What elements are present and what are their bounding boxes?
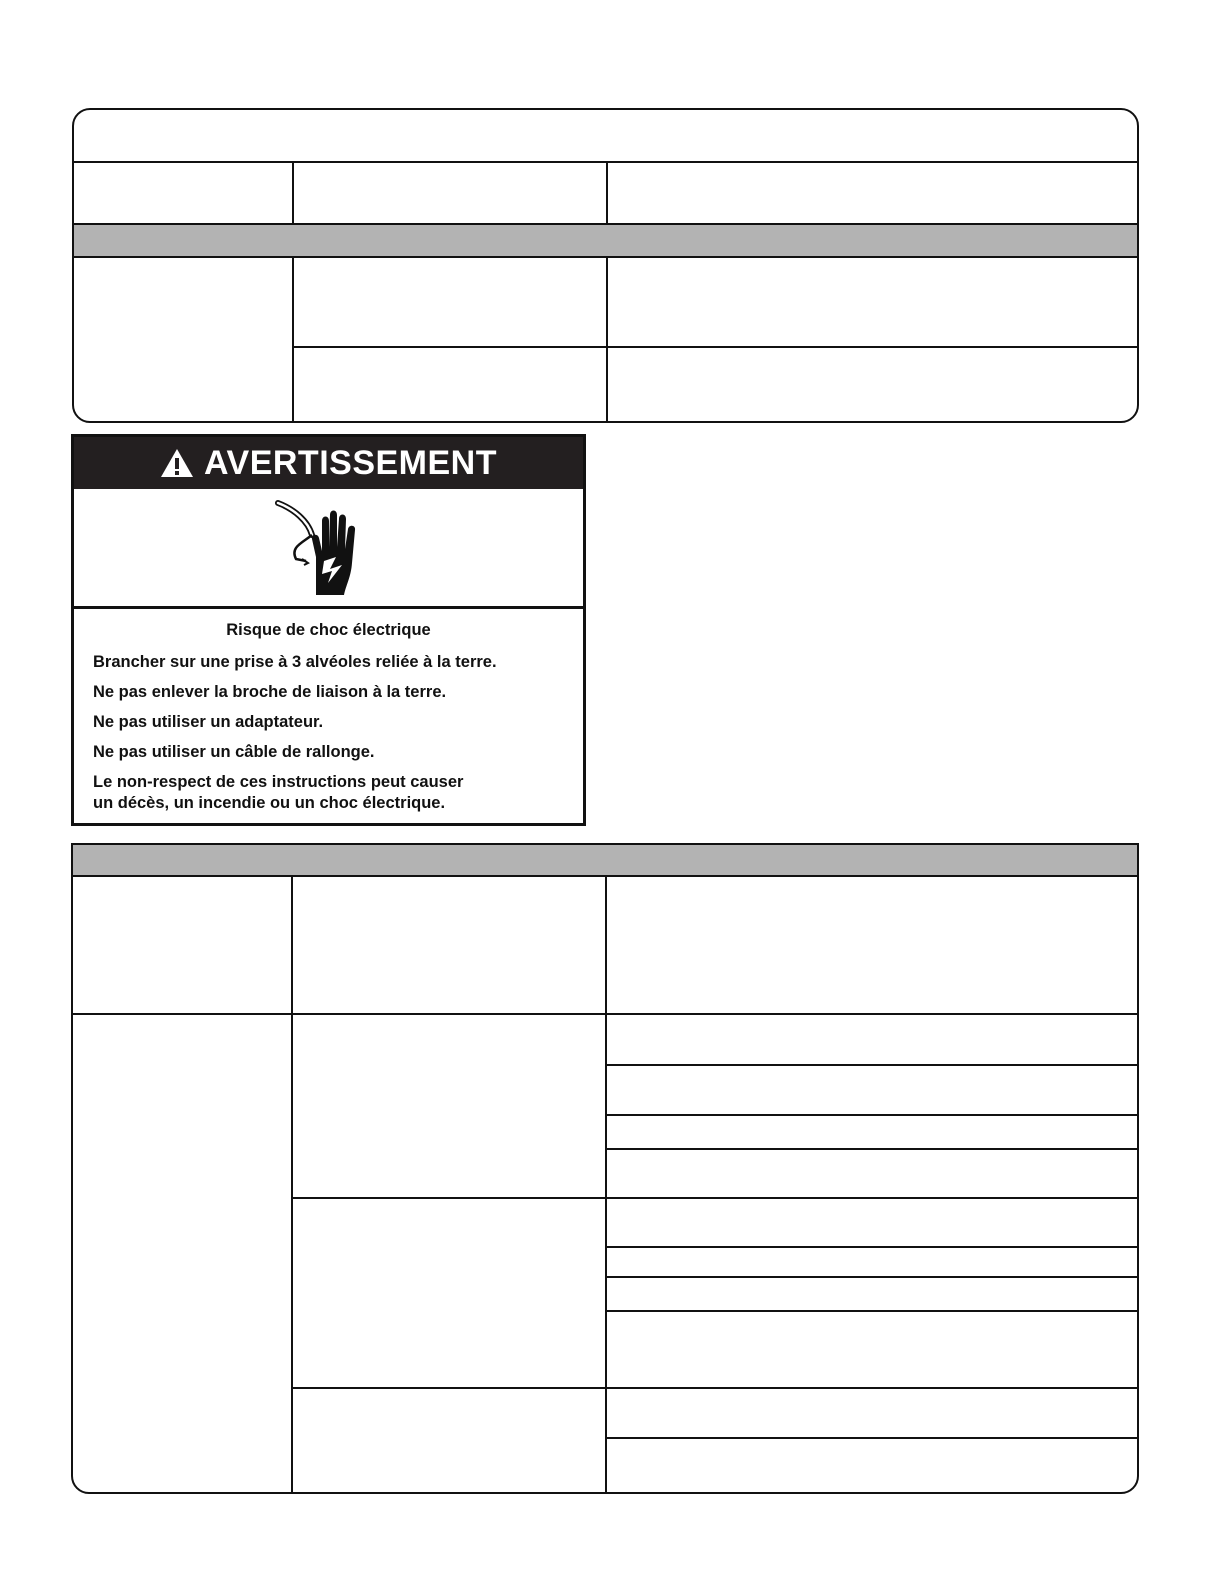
electric-shock-hand-icon bbox=[272, 499, 364, 597]
warning-subtitle: Risque de choc électrique bbox=[226, 621, 431, 639]
row-divider bbox=[605, 1148, 1137, 1150]
column-divider bbox=[606, 162, 608, 223]
column-divider bbox=[606, 256, 608, 421]
warning-line: Brancher sur une prise à 3 alvéoles reliée à la terre. bbox=[93, 653, 497, 671]
row-divider bbox=[605, 1114, 1137, 1116]
warning-line: Ne pas utiliser un câble de rallonge. bbox=[93, 743, 375, 761]
warning-line: un décès, un incendie ou un choc électrique. bbox=[93, 794, 446, 812]
warning-header bbox=[74, 437, 583, 489]
row-divider bbox=[291, 1387, 1137, 1389]
row-divider bbox=[292, 346, 1137, 348]
column-divider bbox=[292, 256, 294, 421]
row-divider bbox=[605, 1064, 1137, 1066]
section-band bbox=[74, 223, 1137, 258]
row-divider bbox=[605, 1276, 1137, 1278]
warning-body bbox=[74, 609, 583, 823]
row-divider bbox=[605, 1310, 1137, 1312]
warning-icon-area bbox=[74, 489, 583, 609]
row-divider bbox=[291, 1197, 1137, 1199]
row-divider bbox=[605, 1437, 1137, 1439]
warning-line: Le non-respect de ces instructions peut causer bbox=[93, 773, 464, 791]
warning-line: Ne pas enlever la broche de liaison à la terre. bbox=[93, 683, 447, 701]
warning-triangle-icon bbox=[160, 448, 194, 478]
warning-title: AVERTISSEMENT bbox=[203, 443, 497, 482]
row-divider bbox=[73, 1013, 1137, 1015]
troubleshooting-table-top bbox=[72, 108, 1139, 423]
column-divider bbox=[605, 877, 607, 1492]
row-divider bbox=[605, 1246, 1137, 1248]
troubleshooting-table-bottom bbox=[71, 843, 1139, 1494]
warning-line: Ne pas utiliser un adaptateur. bbox=[93, 713, 324, 731]
section-band bbox=[73, 845, 1137, 877]
warning-panel bbox=[71, 434, 586, 826]
column-divider bbox=[291, 877, 293, 1492]
column-divider bbox=[292, 162, 294, 223]
